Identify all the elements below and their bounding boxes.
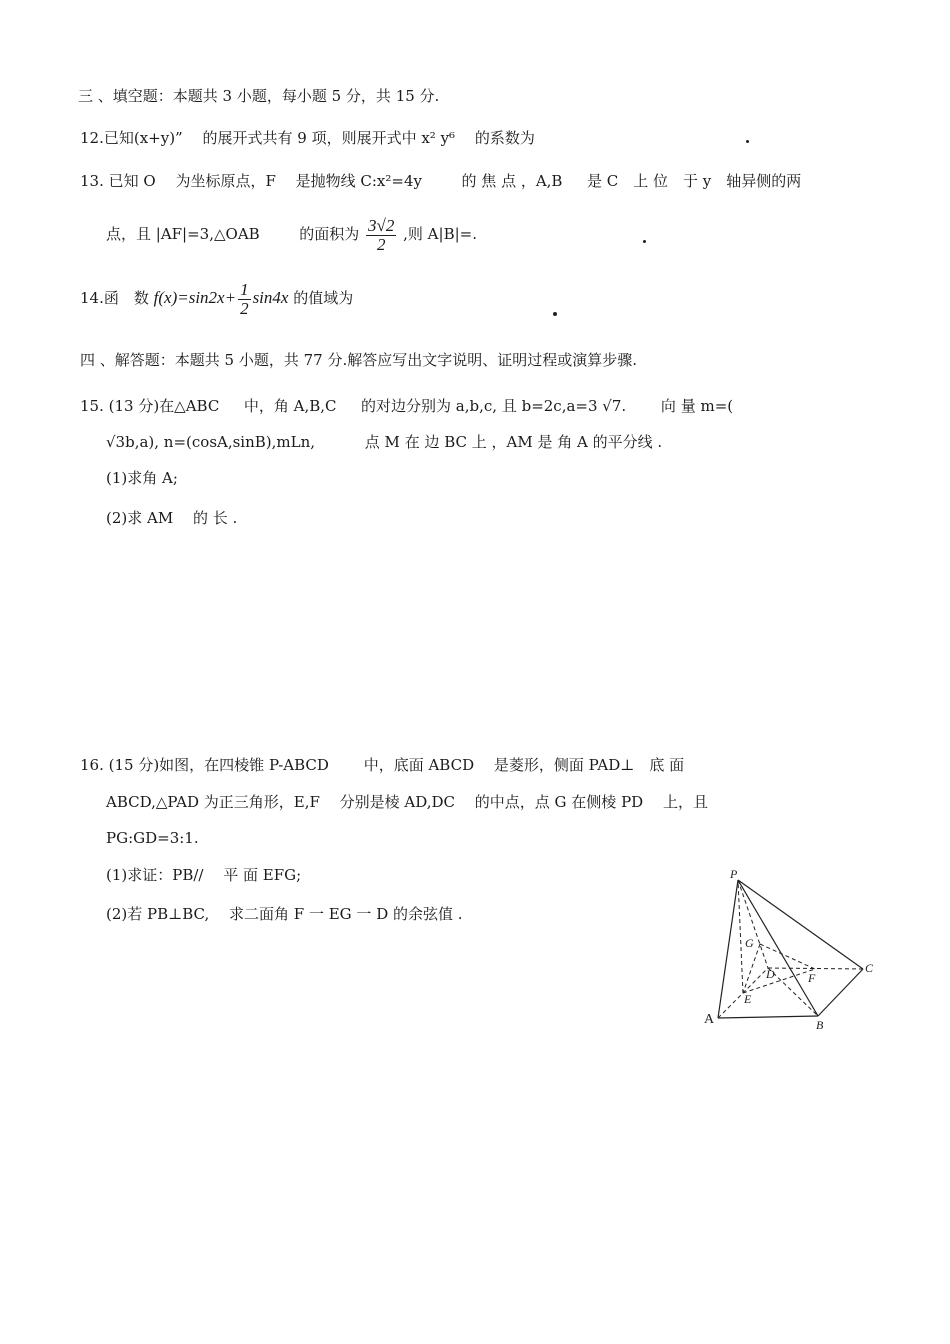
question-15-line1: 15. (13 分)在△ABC 中，角 A,B,C 的对边分别为 a,b,c, 且 b=2c,a=3 √7. 向 量 m=( [80, 397, 734, 415]
q14-frac-num: 1 [240, 279, 249, 299]
blank-mark [643, 240, 646, 243]
label-A: A [704, 1012, 715, 1027]
question-15-line2: √3b,a), n=(cosA,sinB),mLn, 点 M 在 边 BC 上 ，AM 是 角 A 的平分线 . [106, 433, 663, 451]
question-15-part2: (2)求 AM 的 长 . [106, 509, 238, 527]
edge-PA [718, 880, 738, 1018]
q13-text-a: 点，且 |AF|=3,△OAB 的面积为 [106, 225, 360, 243]
question-12: 12.已知(x+y)” 的展开式共有 9 项，则展开式中 x² y⁶ 的系数为 [80, 129, 535, 147]
q14-suffix: 的值域为 [293, 289, 354, 307]
question-15-part1: (1)求角 A; [106, 469, 178, 487]
segment-PE [738, 880, 743, 993]
label-G: G [745, 936, 754, 950]
q13-frac-num: 3√2 [368, 215, 395, 235]
question-16-line3: PG:GD=3:1. [106, 829, 199, 847]
question-13-line1: 13. 已知 O 为坐标原点，F 是抛物线 C:x²=4y 的 焦 点 ，A,B 是 C 上 位 于 y 轴异侧的两 [80, 172, 802, 190]
q13-area-fraction [366, 217, 396, 254]
question-14 [80, 278, 353, 318]
label-B: B [816, 1018, 824, 1032]
q14-half-fraction [238, 281, 251, 318]
question-16-part2: (2)若 PB⊥BC, 求二面角 F 一 EG 一 D 的余弦值 . [106, 905, 463, 923]
section4-heading: 四 、解答题：本题共 5 小题，共 77 分.解答应写出文字说明、证明过程或演算步骤. [80, 351, 638, 369]
label-E: E [744, 992, 752, 1006]
q14-function: f(x)=sin2x+ [153, 288, 237, 307]
edge-DC [768, 968, 863, 969]
blank-mark [553, 312, 557, 316]
label-C: C [865, 961, 874, 975]
pyramid-figure [700, 866, 880, 1036]
q14-frac-den: 2 [240, 298, 249, 318]
label-P: P [730, 867, 738, 881]
q14-function-tail: sin4x [252, 288, 289, 307]
label-D: D [766, 967, 775, 981]
question-13-line2 [106, 214, 477, 254]
question-16-line2: ABCD,△PAD 为正三角形，E,F 分别是棱 AD,DC 的中点，点 G 在侧棱 PD 上，且 [106, 793, 708, 811]
section3-heading: 三 、填空题：本题共 3 小题，每小题 5 分，共 15 分. [78, 87, 440, 105]
q14-prefix: 14.函 数 [80, 289, 149, 307]
edge-AB [718, 1016, 818, 1018]
blank-mark [746, 140, 749, 143]
segment-GE [743, 944, 760, 993]
question-16-part1: (1)求证：PB// 平 面 EFG; [106, 866, 302, 884]
q13-frac-den: 2 [376, 234, 386, 254]
edge-PC [738, 880, 863, 969]
edge-BC [818, 969, 863, 1016]
q13-text-b: ,则 A|B|=. [403, 225, 477, 243]
question-16-line1: 16. (15 分)如图，在四棱锥 P-ABCD 中，底面 ABCD 是菱形，侧面 PAD⊥ 底 面 [80, 756, 685, 774]
segment-EF [743, 969, 815, 993]
label-F: F [808, 971, 816, 985]
